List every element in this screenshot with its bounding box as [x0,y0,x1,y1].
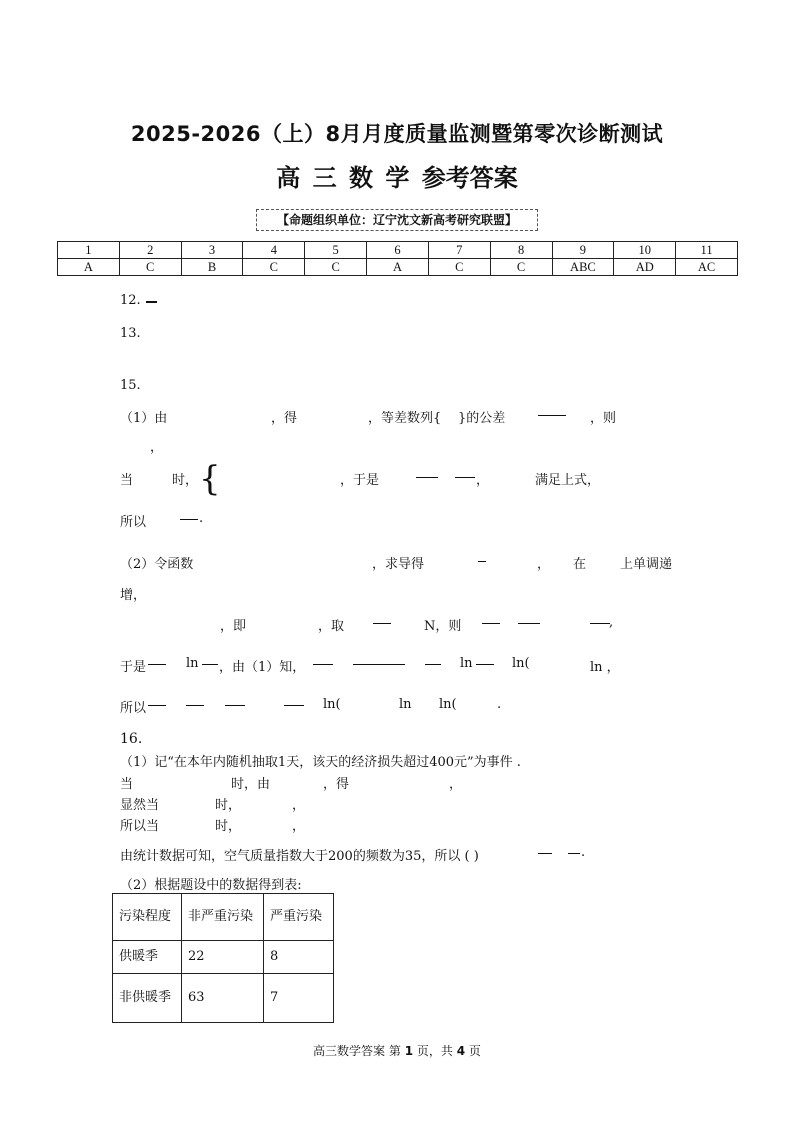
q15-p2-text: ln( [323,697,341,712]
table-cell: 7 [264,974,334,1023]
q15-p2-text: 所以 [120,701,147,716]
q16-text: 时，由 [231,777,271,792]
page-title: 2025-2026（上）8月月度质量监测暨第零次诊断测试 [130,122,664,146]
q15-p2-text: 上单调递 [620,557,673,572]
q15-p1-text: ，则 [590,411,617,426]
q16-text: （2）根据题设中的数据得到表: [120,878,302,893]
answer-cell: A [58,259,120,276]
q16-text: ， [449,777,463,792]
fraction-bar [568,853,580,854]
footer-prefix: 高三数学答案 第 [313,1044,401,1058]
fraction-bar [148,664,166,665]
question-number-cell: 3 [181,242,243,259]
piecewise-brace-icon: { [199,459,221,499]
page-subtitle: 高 三 数 学 参考答案 [276,164,518,192]
question-number-cell: 11 [676,242,738,259]
q16-text: 当 [120,777,134,792]
fraction-bar [518,623,540,624]
fraction-bar [202,664,218,665]
answer-cell: B [181,259,243,276]
q15-p1-text: 时， [172,473,199,488]
q15-p2-text: 于是 [120,660,147,675]
fraction-bar [538,853,552,854]
q15-p1-text: ，等差数列{ [368,411,442,426]
minus-sign [478,561,486,562]
q12-fraction-bar [146,301,157,303]
answer-cell: C [119,259,181,276]
q15-p1-text: ，于是 [340,473,380,488]
question-number-cell: 2 [119,242,181,259]
fraction-bar [416,477,438,478]
table-header-cell: 污染程度 [113,894,182,941]
answer-table-answer-row [58,259,738,276]
fraction-bar [538,415,566,416]
footer-page-number: 1 [404,1044,414,1058]
question-number-cell: 10 [614,242,676,259]
fraction-bar [590,623,610,624]
answer-cell: AD [614,259,676,276]
q15-p2-text: ln( [439,697,457,712]
fraction-bar [482,623,500,624]
footer-total-pages: 4 [456,1044,466,1058]
answer-cell: C [305,259,367,276]
question-number-cell: 6 [367,242,429,259]
fraction-bar [313,664,333,665]
q13-label: 13. [120,326,141,341]
footer-mid: 页，共 [416,1044,453,1058]
question-number-cell: 5 [305,242,367,259]
q15-p1-text: （1）由 [120,411,168,426]
question-number-cell: 7 [428,242,490,259]
q15-p1-text: ， [476,473,490,488]
q12-label: 12. [120,293,141,308]
q15-p1-text: ，得 [271,411,298,426]
q15-p2-text: ln [186,656,199,671]
q15-p1-text: }的公差 [458,411,506,426]
table-row [113,974,334,1023]
q16-text: 时， [215,819,242,834]
q15-p2-text: . [497,697,502,712]
table-cell: 22 [182,941,264,974]
answer-table [57,241,738,276]
answer-cell: A [367,259,429,276]
q15-p1-text: 当 [120,473,134,488]
table-header-cell: 严重污染 [264,894,334,941]
q16-label: 16. [120,731,143,747]
table-cell: 非供暖季 [113,974,182,1023]
answer-cell: C [243,259,305,276]
q15-p2-text: ， [537,557,551,572]
q15-p2-text: ln( [512,656,530,671]
q15-p2-text: （2）令函数 [120,557,194,572]
q15-p1-text: 满足上式， [535,473,601,488]
q15-p2-text: ，由（1）知， [219,660,306,675]
fraction-bar [476,664,494,665]
answer-cell: AC [676,259,738,276]
fraction-bar [455,477,475,478]
org-label: 【命题组织单位：辽宁沈文新高考研究联盟】 [256,209,538,231]
page-footer [0,1042,794,1059]
pollution-table [112,893,334,1023]
table-cell: 8 [264,941,334,974]
q15-p1-text: 所以 [120,515,147,530]
q16-text: ， [292,798,306,813]
q15-p2-text: 增， [120,588,147,603]
q16-text: ，得 [323,777,350,792]
fraction-bar [186,705,204,706]
question-number-cell: 4 [243,242,305,259]
q16-text: 由统计数据可知，空气质量指数大于200的频数为35，所以 ( ) [120,849,479,864]
table-cell: 63 [182,974,264,1023]
q16-text: ， [292,819,306,834]
table-row [113,941,334,974]
q15-p2-text: 在 [573,557,587,572]
q15-p2-text: ln ， [590,660,620,675]
answer-cell: ABC [552,259,614,276]
fraction-bar [180,519,198,520]
fraction-bar [225,705,245,706]
q16-text: 所以当 [120,819,160,834]
fraction-bar [425,664,441,665]
q15-p1-text: ， [150,440,164,455]
table-header-cell: 非严重污染 [182,894,264,941]
q15-p2-text: ln [460,656,473,671]
q15-p1-text: . [199,511,204,526]
q16-text: . [581,845,586,860]
q15-p2-text: , [609,615,614,630]
fraction-bar [148,705,166,706]
q16-text: 显然当 [120,798,160,813]
fraction-bar [373,623,391,624]
fraction-bar [353,664,405,665]
answer-table-number-row [58,242,738,259]
table-cell: 供暖季 [113,941,182,974]
q15-p2-text: ，求导得 [372,557,425,572]
q15-p2-text: N，则 [424,619,462,634]
footer-suffix: 页 [468,1044,481,1058]
pollution-table-header-row [113,894,334,941]
fraction-bar [284,705,304,706]
q15-p2-text: ln [399,697,412,712]
question-number-cell: 8 [490,242,552,259]
answer-cell: C [428,259,490,276]
q15-p2-text: ，取 [318,619,345,634]
q16-text: 时， [215,798,242,813]
q15-label: 15. [120,378,141,393]
question-number-cell: 1 [58,242,120,259]
question-number-cell: 9 [552,242,614,259]
answer-cell: C [490,259,552,276]
q16-text: （1）记“在本年内随机抽取1天，该天的经济损失超过400元”为事件 . [120,755,521,770]
q15-p2-text: ，即 [220,619,247,634]
